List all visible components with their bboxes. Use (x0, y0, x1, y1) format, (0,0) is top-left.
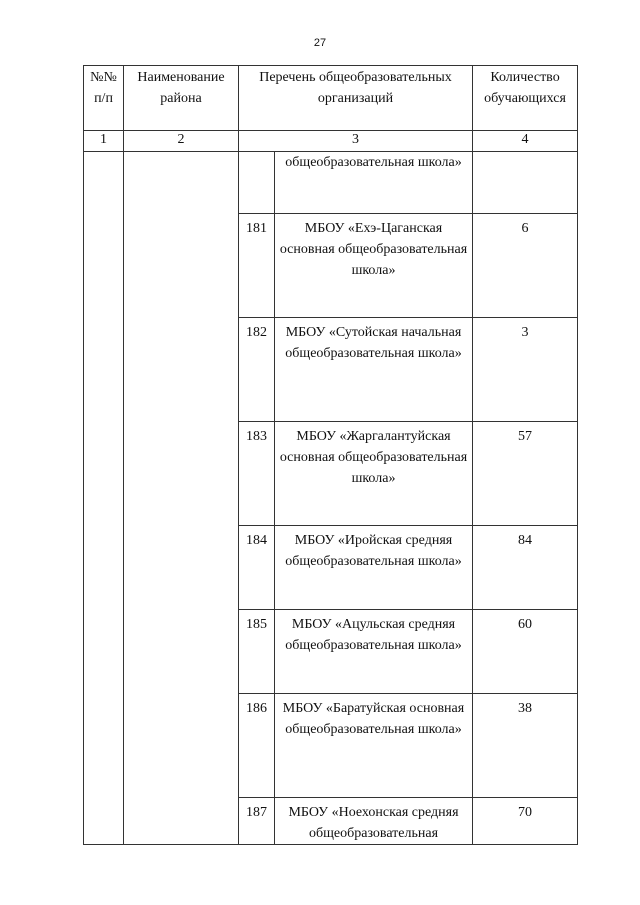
org-name-cell: МБОУ «Ноехонская средняя общеобразовательная (275, 798, 473, 845)
org-number-cell: 185 (239, 610, 275, 694)
column-number: 2 (124, 131, 239, 152)
header-students: Количество обучающихся (473, 66, 578, 131)
org-name-cell: МБОУ «Жаргалантуйская основная общеобразовательная школа» (275, 422, 473, 526)
org-number-cell: 186 (239, 694, 275, 798)
column-number: 4 (473, 131, 578, 152)
row-index-cell (84, 152, 124, 845)
student-count-cell: 60 (473, 610, 578, 694)
org-name-cell: МБОУ «Баратуйская основная общеобразовательная школа» (275, 694, 473, 798)
org-number-cell: 187 (239, 798, 275, 845)
student-count-cell: 6 (473, 214, 578, 318)
org-name-cell: МБОУ «Иройская средняя общеобразовательная школа» (275, 526, 473, 610)
org-name-cell: МБОУ «Сутойская начальная общеобразовательная школа» (275, 318, 473, 422)
org-number-cell: 182 (239, 318, 275, 422)
org-number-cell: 181 (239, 214, 275, 318)
column-number: 1 (84, 131, 124, 152)
org-name-cell: МБОУ «Ацульская средняя общеобразовательная школа» (275, 610, 473, 694)
district-cell (124, 152, 239, 845)
column-numbers-row (84, 131, 578, 152)
page-number: 27 (313, 37, 327, 49)
header-number: №№ п/п (84, 66, 124, 131)
student-count-cell: 57 (473, 422, 578, 526)
column-number: 3 (239, 131, 473, 152)
student-count-cell (473, 152, 578, 214)
student-count-cell: 84 (473, 526, 578, 610)
student-count-cell: 70 (473, 798, 578, 845)
table-row (84, 152, 578, 214)
org-number-cell: 184 (239, 526, 275, 610)
org-number-cell: 183 (239, 422, 275, 526)
table-header-row (84, 66, 578, 131)
header-district: Наименование района (124, 66, 239, 131)
header-organizations: Перечень общеобразовательных организаций (239, 66, 473, 131)
org-number-cell (239, 152, 275, 214)
student-count-cell: 38 (473, 694, 578, 798)
org-name-cell: МБОУ «Ехэ-Цаганская основная общеобразовательная школа» (275, 214, 473, 318)
org-name-cell: общеобразовательная школа» (275, 152, 473, 214)
student-count-cell: 3 (473, 318, 578, 422)
schools-table (83, 65, 578, 845)
